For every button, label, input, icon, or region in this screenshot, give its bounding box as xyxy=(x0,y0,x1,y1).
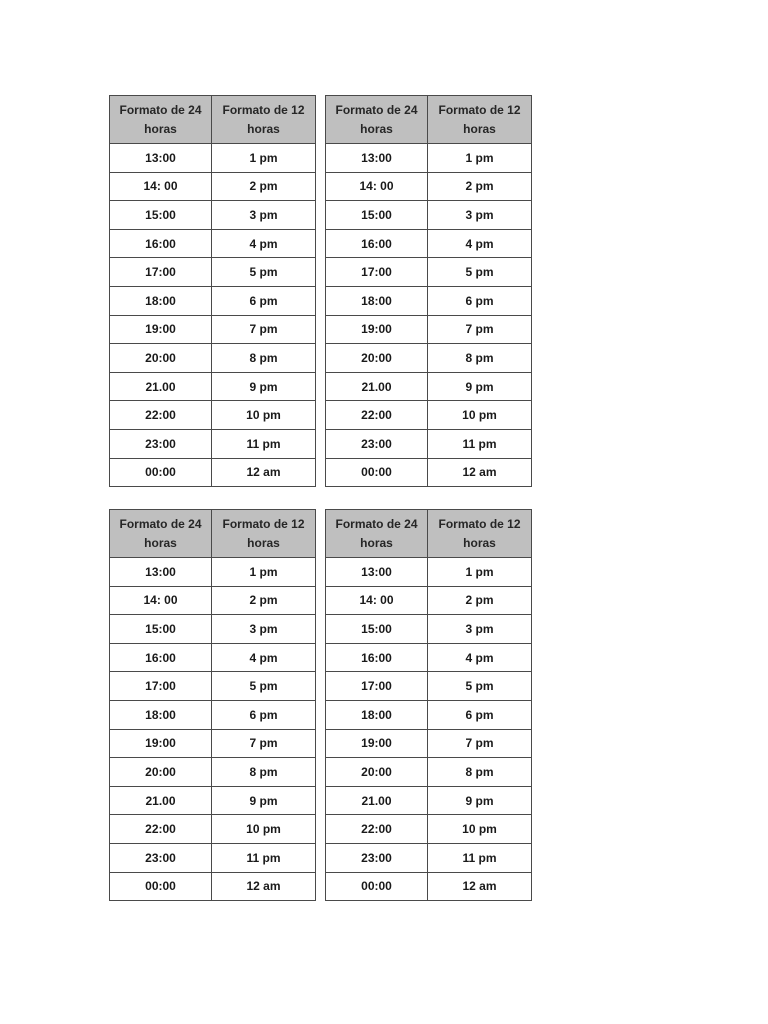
time-24h-cell: 18:00 xyxy=(326,286,428,315)
time-24h-cell: 16:00 xyxy=(326,229,428,258)
table-row xyxy=(110,643,316,672)
time-12h-cell: 4 pm xyxy=(428,643,532,672)
table-row xyxy=(110,872,316,901)
table-row xyxy=(110,615,316,644)
time-12h-cell: 6 pm xyxy=(212,700,316,729)
time-24h-cell: 00:00 xyxy=(326,458,428,487)
time-12h-cell: 10 pm xyxy=(428,401,532,430)
time-12h-cell: 4 pm xyxy=(212,643,316,672)
table-row xyxy=(110,201,316,230)
time-24h-cell: 20:00 xyxy=(326,758,428,787)
table-row xyxy=(326,843,532,872)
table-row xyxy=(326,144,532,173)
time-24h-cell: 13:00 xyxy=(110,144,212,173)
time-12h-cell: 1 pm xyxy=(428,558,532,587)
time-24h-cell: 23:00 xyxy=(326,843,428,872)
header-12h: Formato de 12 horas xyxy=(212,96,316,144)
table-row xyxy=(326,700,532,729)
time-12h-cell: 7 pm xyxy=(428,315,532,344)
time-24h-cell: 15:00 xyxy=(110,615,212,644)
time-conversion-table-bottom-left xyxy=(109,509,316,901)
time-12h-cell: 3 pm xyxy=(212,201,316,230)
time-24h-cell: 19:00 xyxy=(326,729,428,758)
time-conversion-table-bottom-right xyxy=(325,509,532,901)
table-header-row xyxy=(110,510,316,558)
time-24h-cell: 22:00 xyxy=(110,815,212,844)
time-24h-cell: 00:00 xyxy=(110,872,212,901)
table-row xyxy=(326,558,532,587)
table-row xyxy=(326,344,532,373)
time-12h-cell: 9 pm xyxy=(428,372,532,401)
time-12h-cell: 8 pm xyxy=(428,344,532,373)
time-12h-cell: 10 pm xyxy=(212,815,316,844)
table-row xyxy=(110,672,316,701)
table-row xyxy=(326,872,532,901)
time-24h-cell: 14: 00 xyxy=(326,172,428,201)
time-12h-cell: 6 pm xyxy=(428,700,532,729)
time-24h-cell: 14: 00 xyxy=(326,586,428,615)
time-12h-cell: 6 pm xyxy=(428,286,532,315)
time-12h-cell: 8 pm xyxy=(428,758,532,787)
time-12h-cell: 11 pm xyxy=(212,429,316,458)
table-row xyxy=(110,372,316,401)
time-12h-cell: 1 pm xyxy=(212,144,316,173)
time-12h-cell: 4 pm xyxy=(428,229,532,258)
table-row xyxy=(326,458,532,487)
table-row xyxy=(110,843,316,872)
table-header-row xyxy=(326,96,532,144)
time-24h-cell: 00:00 xyxy=(326,872,428,901)
table-row xyxy=(326,201,532,230)
table-row xyxy=(110,258,316,287)
time-24h-cell: 16:00 xyxy=(326,643,428,672)
time-12h-cell: 3 pm xyxy=(212,615,316,644)
time-12h-cell: 5 pm xyxy=(428,672,532,701)
table-row xyxy=(326,672,532,701)
table-row xyxy=(110,786,316,815)
time-12h-cell: 10 pm xyxy=(428,815,532,844)
table-row xyxy=(326,229,532,258)
time-12h-cell: 9 pm xyxy=(212,786,316,815)
table-row xyxy=(110,458,316,487)
time-24h-cell: 19:00 xyxy=(110,729,212,758)
time-12h-cell: 12 am xyxy=(212,872,316,901)
time-12h-cell: 5 pm xyxy=(212,258,316,287)
time-24h-cell: 13:00 xyxy=(110,558,212,587)
time-24h-cell: 15:00 xyxy=(110,201,212,230)
time-12h-cell: 11 pm xyxy=(428,429,532,458)
time-24h-cell: 14: 00 xyxy=(110,586,212,615)
table-row xyxy=(326,401,532,430)
time-12h-cell: 7 pm xyxy=(428,729,532,758)
time-24h-cell: 15:00 xyxy=(326,201,428,230)
time-24h-cell: 21.00 xyxy=(326,372,428,401)
table-row xyxy=(110,758,316,787)
header-24h: Formato de 24 horas xyxy=(110,510,212,558)
time-24h-cell: 17:00 xyxy=(110,258,212,287)
header-24h: Formato de 24 horas xyxy=(110,96,212,144)
table-header-row xyxy=(326,510,532,558)
time-24h-cell: 13:00 xyxy=(326,558,428,587)
table-row xyxy=(326,758,532,787)
table-row xyxy=(326,258,532,287)
table-row xyxy=(326,643,532,672)
time-12h-cell: 7 pm xyxy=(212,729,316,758)
time-24h-cell: 22:00 xyxy=(110,401,212,430)
table-row xyxy=(110,401,316,430)
time-24h-cell: 17:00 xyxy=(110,672,212,701)
table-row xyxy=(110,815,316,844)
time-24h-cell: 23:00 xyxy=(110,429,212,458)
table-row xyxy=(110,286,316,315)
table-row xyxy=(110,729,316,758)
time-24h-cell: 23:00 xyxy=(110,843,212,872)
time-12h-cell: 9 pm xyxy=(428,786,532,815)
time-24h-cell: 17:00 xyxy=(326,258,428,287)
time-12h-cell: 8 pm xyxy=(212,758,316,787)
time-24h-cell: 17:00 xyxy=(326,672,428,701)
time-24h-cell: 20:00 xyxy=(110,758,212,787)
header-12h: Formato de 12 horas xyxy=(428,96,532,144)
time-12h-cell: 5 pm xyxy=(428,258,532,287)
time-24h-cell: 21.00 xyxy=(326,786,428,815)
time-12h-cell: 12 am xyxy=(428,872,532,901)
time-24h-cell: 19:00 xyxy=(110,315,212,344)
table-row xyxy=(110,344,316,373)
table-row xyxy=(110,700,316,729)
table-row xyxy=(110,229,316,258)
header-12h: Formato de 12 horas xyxy=(212,510,316,558)
time-12h-cell: 5 pm xyxy=(212,672,316,701)
time-12h-cell: 2 pm xyxy=(212,172,316,201)
time-12h-cell: 11 pm xyxy=(212,843,316,872)
time-24h-cell: 22:00 xyxy=(326,401,428,430)
time-12h-cell: 11 pm xyxy=(428,843,532,872)
time-24h-cell: 00:00 xyxy=(110,458,212,487)
header-12h: Formato de 12 horas xyxy=(428,510,532,558)
time-24h-cell: 18:00 xyxy=(326,700,428,729)
table-row xyxy=(326,315,532,344)
time-24h-cell: 16:00 xyxy=(110,643,212,672)
time-12h-cell: 9 pm xyxy=(212,372,316,401)
time-12h-cell: 4 pm xyxy=(212,229,316,258)
time-12h-cell: 2 pm xyxy=(428,172,532,201)
table-row xyxy=(110,172,316,201)
time-24h-cell: 18:00 xyxy=(110,286,212,315)
table-row xyxy=(326,815,532,844)
time-12h-cell: 1 pm xyxy=(428,144,532,173)
time-conversion-table-top-left xyxy=(109,95,316,487)
table-row xyxy=(110,315,316,344)
time-24h-cell: 13:00 xyxy=(326,144,428,173)
table-row xyxy=(326,286,532,315)
time-12h-cell: 1 pm xyxy=(212,558,316,587)
time-12h-cell: 3 pm xyxy=(428,615,532,644)
table-row xyxy=(110,144,316,173)
table-row xyxy=(110,558,316,587)
table-row xyxy=(326,615,532,644)
time-24h-cell: 21.00 xyxy=(110,372,212,401)
header-24h: Formato de 24 horas xyxy=(326,96,428,144)
time-24h-cell: 23:00 xyxy=(326,429,428,458)
header-24h: Formato de 24 horas xyxy=(326,510,428,558)
time-24h-cell: 14: 00 xyxy=(110,172,212,201)
time-24h-cell: 18:00 xyxy=(110,700,212,729)
time-24h-cell: 16:00 xyxy=(110,229,212,258)
time-12h-cell: 3 pm xyxy=(428,201,532,230)
table-row xyxy=(326,586,532,615)
time-12h-cell: 2 pm xyxy=(212,586,316,615)
time-conversion-table-top-right xyxy=(325,95,532,487)
time-24h-cell: 15:00 xyxy=(326,615,428,644)
time-24h-cell: 20:00 xyxy=(326,344,428,373)
time-12h-cell: 6 pm xyxy=(212,286,316,315)
table-row xyxy=(326,729,532,758)
time-12h-cell: 12 am xyxy=(428,458,532,487)
table-row xyxy=(326,786,532,815)
time-24h-cell: 19:00 xyxy=(326,315,428,344)
time-12h-cell: 2 pm xyxy=(428,586,532,615)
time-12h-cell: 12 am xyxy=(212,458,316,487)
table-row xyxy=(110,429,316,458)
table-header-row xyxy=(110,96,316,144)
table-row xyxy=(326,172,532,201)
time-24h-cell: 21.00 xyxy=(110,786,212,815)
table-row xyxy=(326,429,532,458)
time-12h-cell: 10 pm xyxy=(212,401,316,430)
time-12h-cell: 7 pm xyxy=(212,315,316,344)
table-row xyxy=(326,372,532,401)
time-24h-cell: 22:00 xyxy=(326,815,428,844)
time-24h-cell: 20:00 xyxy=(110,344,212,373)
table-row xyxy=(110,586,316,615)
time-12h-cell: 8 pm xyxy=(212,344,316,373)
